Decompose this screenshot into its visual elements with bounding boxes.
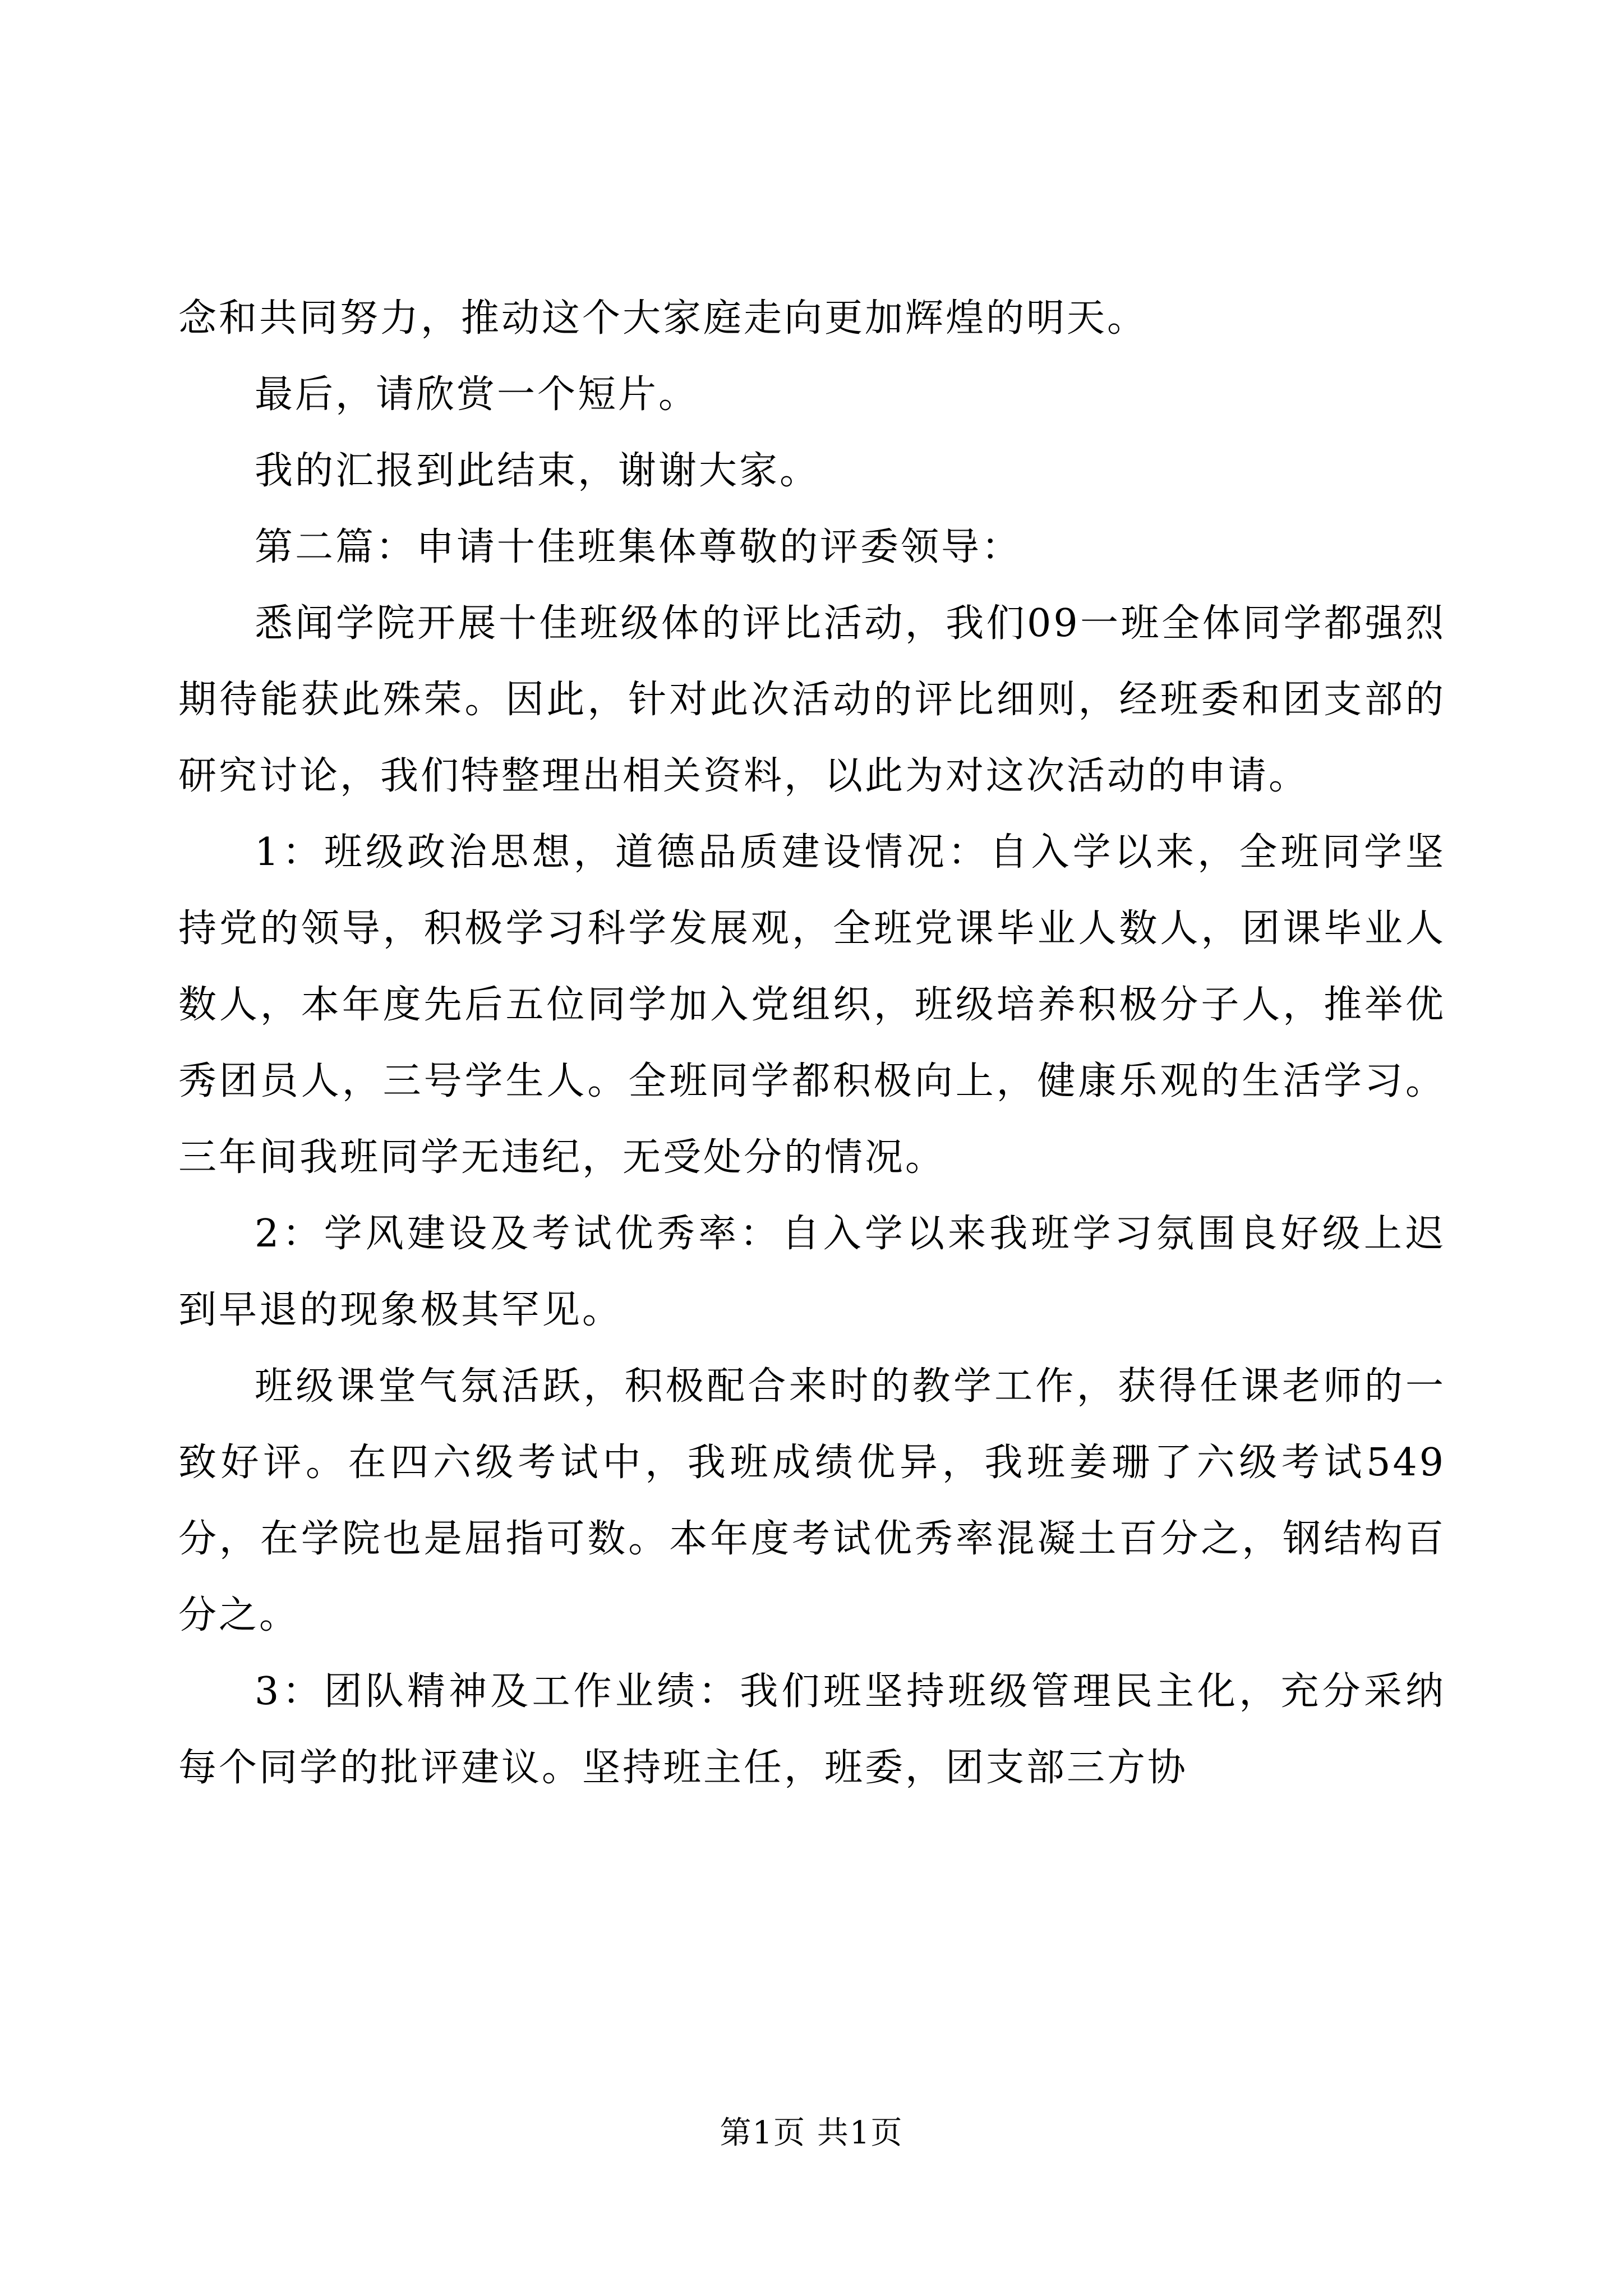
paragraph-item-1: 1：班级政治思想，道德品质建设情况：自入学以来，全班同学坚持党的领导，积极学习科学发展观，全班党课毕业人数人，团课毕业人数人，本年度先后五位同学加入党组织，班级培养积极分子人，推举优秀团员人，三号学生人。全班同学都积极向上，健康乐观的生活学习。三年间我班同学无违纪，无受处分的情况。	[178, 830, 1446, 1180]
paragraph-item-3: 3：团队精神及工作业绩：我们班坚持班级管理民主化，充分采纳每个同学的批评建议。坚持班主任，班委，团支部三方协	[178, 1669, 1446, 1790]
paragraph-thanks: 我的汇报到此结束，谢谢大家。	[255, 449, 820, 493]
paragraph-item-2-detail: 班级课堂气氛活跃，积极配合来时的教学工作，获得任课老师的一致好评。在四六级考试中，我班成绩优异，我班姜珊了六级考试549分，在学院也是屈指可数。本年度考试优秀率混凝土百分之，钢结构百分之。	[178, 1364, 1446, 1637]
page-number-footer: 第1页 共1页	[720, 2115, 903, 2151]
paragraph-item-2: 2：学风建设及考试优秀率：自入学以来我班学习氛围良好级上迟到早退的现象极其罕见。	[178, 1212, 1446, 1332]
paragraph-section-heading: 第二篇：申请十佳班集体尊敬的评委领导：	[255, 525, 1022, 569]
paragraph-continuation: 念和共同努力，推动这个大家庭走向更加辉煌的明天。	[178, 296, 1148, 341]
document-body	[178, 280, 1446, 1806]
paragraph-closing-video: 最后，请欣赏一个短片。	[255, 372, 699, 417]
paragraph-application-intro: 悉闻学院开展十佳班级体的评比活动，我们09一班全体同学都强烈期待能获此殊荣。因此，针对此次活动的评比细则，经班委和团支部的研究讨论，我们特整理出相关资料，以此为对这次活动的申请。	[178, 601, 1446, 798]
